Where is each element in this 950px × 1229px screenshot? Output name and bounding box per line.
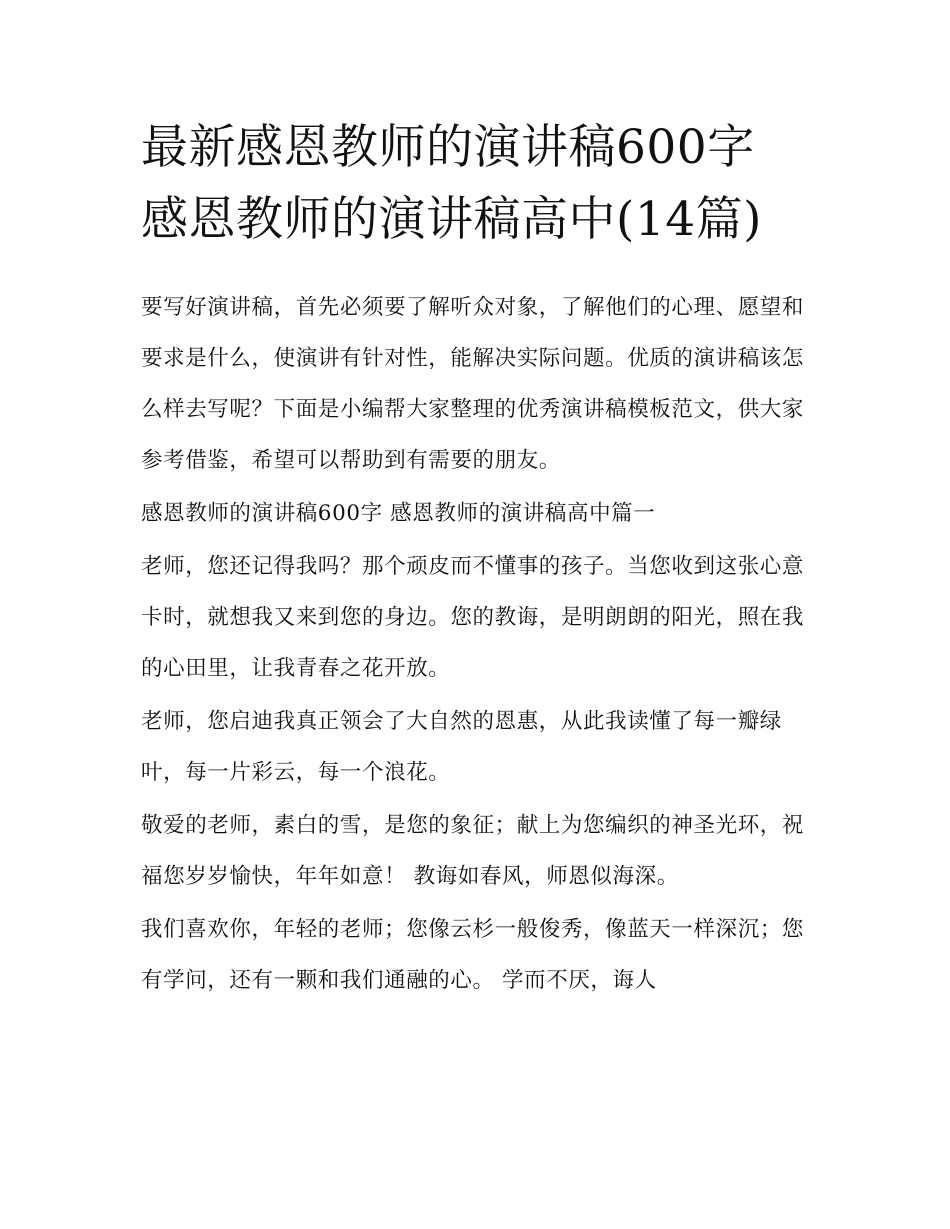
body-paragraph: 老师，您还记得我吗？那个顽皮而不懂事的孩子。当您收到这张心意卡时，就想我又来到您的身边。您的教诲，是明朗朗的阳光，照在我的心田里，让我青春之花开放。 (141, 554, 805, 681)
body-paragraph: 敬爱的老师，素白的雪，是您的象征；献上为您编织的神圣光环，祝福您岁岁愉快，年年如意！ 教诲如春风，师恩似海深。 (141, 813, 805, 889)
document-body (141, 112, 816, 1008)
body-paragraph: 我们喜欢你，年轻的老师；您像云杉一般俊秀，像蓝天一样深沉；您有学问，还有一颗和我们通融的心。 学而不厌，诲人 (141, 917, 805, 993)
title-line-1: 最新感恩教师的演讲稿600字 (141, 120, 755, 175)
page-title (141, 112, 816, 256)
intro-paragraph: 要写好演讲稿，首先必须要了解听众对象，了解他们的心理、愿望和要求是什么，使演讲有针对性，能解决实际问题。优质的演讲稿该怎么样去写呢？下面是小编帮大家整理的优秀演讲稿模板范文，供大家参考借鉴，希望可以帮助到有需要的朋友。 (141, 295, 805, 473)
title-line-2: 感恩教师的演讲稿高中(14篇) (141, 192, 762, 247)
section-heading: 感恩教师的演讲稿600字 感恩教师的演讲稿高中篇一 (141, 501, 656, 526)
body-paragraph: 老师，您启迪我真正领会了大自然的恩惠，从此我读懂了每一瓣绿叶，每一片彩云，每一个浪花。 (141, 709, 782, 785)
